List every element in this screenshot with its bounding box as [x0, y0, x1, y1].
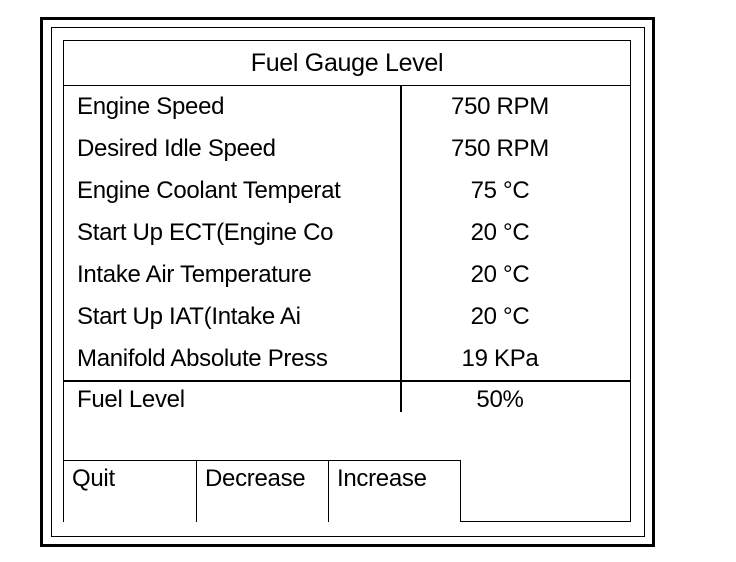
parameter-value: 75 °C	[470, 177, 530, 204]
parameter-value: 19 KPa	[461, 345, 539, 372]
fuel-gauge-panel	[63, 40, 631, 522]
parameter-row-start-up-iat	[64, 296, 630, 338]
fuel-level-row	[64, 381, 630, 423]
parameter-value: 750 RPM	[451, 135, 549, 162]
parameter-name: Start Up IAT(Intake Ai	[77, 303, 301, 330]
parameter-name: Manifold Absolute Press	[77, 345, 328, 372]
parameter-value: 20 °C	[470, 261, 530, 288]
parameter-list	[64, 86, 630, 380]
parameter-row-start-up-ect	[64, 212, 630, 254]
parameter-name: Start Up ECT(Engine Co	[77, 219, 334, 246]
parameter-row-manifold-absolute-pressure	[64, 338, 630, 380]
parameter-row-engine-speed	[64, 86, 630, 128]
parameter-value: 20 °C	[470, 303, 530, 330]
quit-button[interactable]: Quit	[64, 460, 197, 522]
parameter-name: Intake Air Temperature	[77, 261, 312, 288]
increase-button[interactable]: Increase	[329, 460, 461, 522]
fuel-level-value: 50%	[476, 386, 524, 413]
parameter-value: 750 RPM	[451, 93, 549, 120]
parameter-row-desired-idle-speed	[64, 128, 630, 170]
button-bar	[64, 460, 461, 522]
parameter-name: Engine Speed	[77, 93, 225, 120]
fuel-level-label: Fuel Level	[77, 386, 185, 413]
parameter-name: Engine Coolant Temperat	[77, 177, 341, 204]
panel-title: Fuel Gauge Level	[64, 41, 630, 86]
parameter-row-intake-air-temperature	[64, 254, 630, 296]
parameter-name: Desired Idle Speed	[77, 135, 276, 162]
parameter-value: 20 °C	[470, 219, 530, 246]
decrease-button[interactable]: Decrease	[197, 460, 329, 522]
parameter-row-engine-coolant-temperature	[64, 170, 630, 212]
